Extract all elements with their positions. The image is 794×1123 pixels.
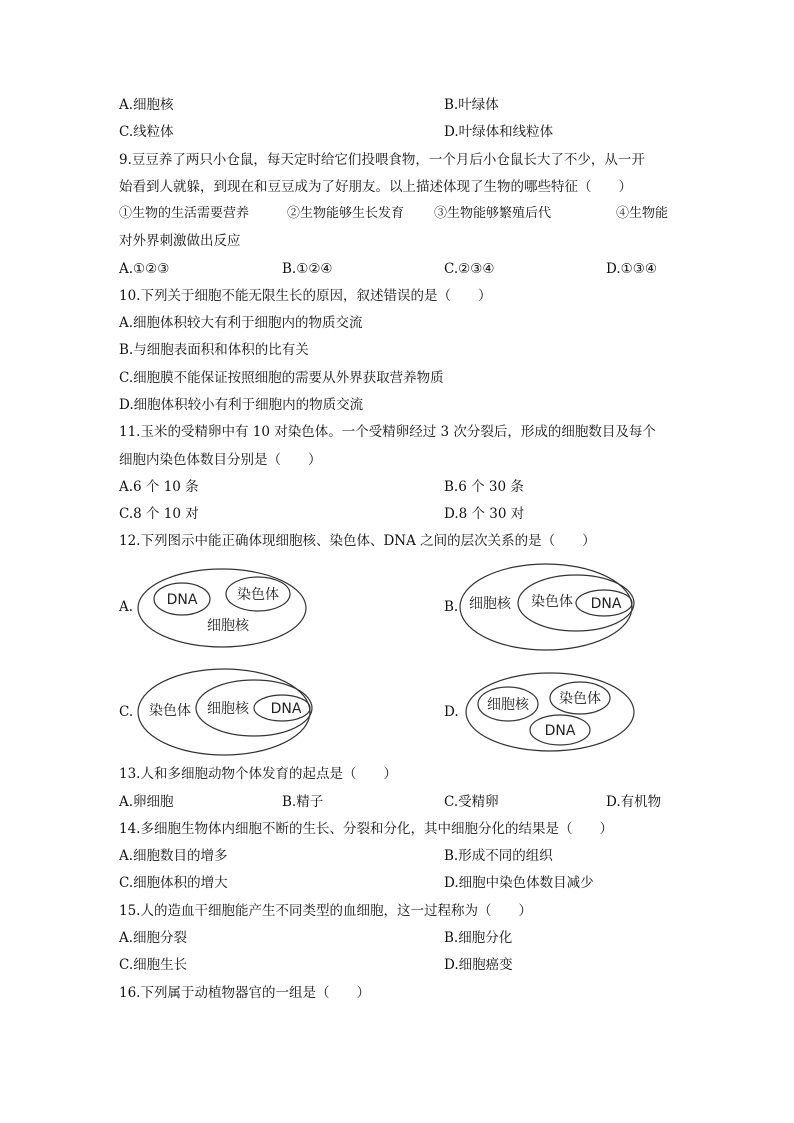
q11-option-c[interactable]: C.8 个 10 对 [119, 506, 199, 522]
q9-option-d[interactable]: D.①③④ [606, 261, 657, 277]
q12-figure-c-label[interactable]: C. [119, 704, 134, 720]
q9-option-b[interactable]: B.①②④ [282, 261, 333, 277]
dna-label: DNA [590, 596, 622, 612]
q9-statement-4: ④生物能 [616, 206, 669, 221]
q11-stem-line1: 11.玉米的受精卵中有 10 对染色体。一个受精卵经过 3 次分裂后，形成的细胞数目及每个 [119, 424, 656, 440]
nucleus-label: 细胞核 [207, 701, 249, 717]
chromosome-label: 染色体 [149, 703, 191, 719]
q13-option-c[interactable]: C.受精卵 [444, 794, 499, 810]
dna-label: DNA [270, 701, 302, 717]
dna-label: DNA [166, 592, 198, 608]
q9-option-c[interactable]: C.②③④ [444, 261, 495, 277]
nucleus-label: 细胞核 [487, 697, 529, 713]
q13-option-d[interactable]: D.有机物 [606, 794, 662, 810]
q8-option-c[interactable]: C.线粒体 [119, 124, 174, 140]
q13-option-b[interactable]: B.精子 [282, 794, 324, 810]
nucleus-label: 细胞核 [469, 596, 511, 612]
q10-option-a[interactable]: A.细胞体积较大有利于细胞内的物质交流 [119, 315, 363, 331]
q14-option-a[interactable]: A.细胞数目的增多 [119, 848, 228, 864]
q15-option-b[interactable]: B.细胞分化 [444, 930, 513, 946]
q14-stem: 14.多细胞生物体内细胞不断的生长、分裂和分化，其中细胞分化的结果是（ ） [119, 821, 613, 837]
q11-stem-line2: 细胞内染色体数目分别是（ ） [119, 452, 322, 468]
q9-stem-line2: 始看到人就躲，到现在和豆豆成为了好朋友。以上描述体现了生物的哪些特征（ ） [119, 179, 632, 195]
q9-option-a[interactable]: A.①②③ [119, 261, 170, 277]
q10-option-c[interactable]: C.细胞膜不能保证按照细胞的需要从外界获取营养物质 [119, 370, 444, 386]
q15-option-a[interactable]: A.细胞分裂 [119, 930, 188, 946]
q9-statement-2: ②生物能够生长发育 [287, 206, 405, 221]
q13-stem: 13.人和多细胞动物个体发育的起点是（ ） [119, 766, 397, 782]
chromosome-label: 染色体 [237, 587, 279, 603]
q9-statement-3: ③生物能够繁殖后代 [434, 206, 552, 221]
q11-option-d[interactable]: D.8 个 30 对 [444, 506, 525, 522]
q11-option-a[interactable]: A.6 个 10 条 [119, 479, 199, 495]
q13-option-a[interactable]: A.卵细胞 [119, 794, 174, 810]
q12-figure-a[interactable] [134, 566, 310, 650]
q10-option-b[interactable]: B.与细胞表面积和体积的比有关 [119, 342, 309, 358]
q12-figure-d[interactable] [462, 670, 638, 754]
q15-option-c[interactable]: C.细胞生长 [119, 957, 188, 973]
q8-option-a[interactable]: A.细胞核 [119, 97, 174, 113]
q10-stem: 10.下列关于细胞不能无限生长的原因，叙述错误的是（ ） [119, 288, 492, 304]
q15-stem: 15.人的造血干细胞能产生不同类型的血细胞，这一过程称为（ ） [119, 903, 532, 919]
q11-option-b[interactable]: B.6 个 30 条 [444, 479, 524, 495]
q14-option-d[interactable]: D.细胞中染色体数目减少 [444, 875, 594, 891]
q9-statement-line2: 对外界刺激做出反应 [119, 233, 241, 249]
q12-figure-a-label[interactable]: A. [119, 599, 134, 615]
q16-stem: 16.下列属于动植物器官的一组是（ ） [119, 985, 370, 1001]
q10-option-d[interactable]: D.细胞体积较小有利于细胞内的物质交流 [119, 397, 364, 413]
q14-option-c[interactable]: C.细胞体积的增大 [119, 875, 228, 891]
q12-figure-b[interactable] [458, 561, 638, 653]
chromosome-label: 染色体 [531, 594, 573, 610]
q12-stem: 12.下列图示中能正确体现细胞核、染色体、DNA 之间的层次关系的是（ ） [119, 533, 596, 549]
q9-stem-line1: 9.豆豆养了两只小仓鼠，每天定时给它们投喂食物，一个月后小仓鼠长大了不少，从一开 [119, 152, 645, 168]
q12-figure-c[interactable] [136, 666, 316, 758]
chromosome-label: 染色体 [559, 691, 601, 707]
q9-statement-1: ①生物的生活需要营养 [119, 206, 250, 221]
nucleus-label: 细胞核 [207, 618, 249, 634]
q12-figure-b-label[interactable]: B. [444, 599, 459, 615]
dna-label: DNA [544, 723, 576, 739]
nucleus-ellipse [138, 569, 306, 647]
q8-option-d[interactable]: D.叶绿体和线粒体 [444, 124, 554, 140]
q14-option-b[interactable]: B.形成不同的组织 [444, 848, 553, 864]
q8-option-b[interactable]: B.叶绿体 [444, 97, 499, 113]
q15-option-d[interactable]: D.细胞癌变 [444, 957, 513, 973]
q12-figure-d-label[interactable]: D. [444, 704, 459, 720]
